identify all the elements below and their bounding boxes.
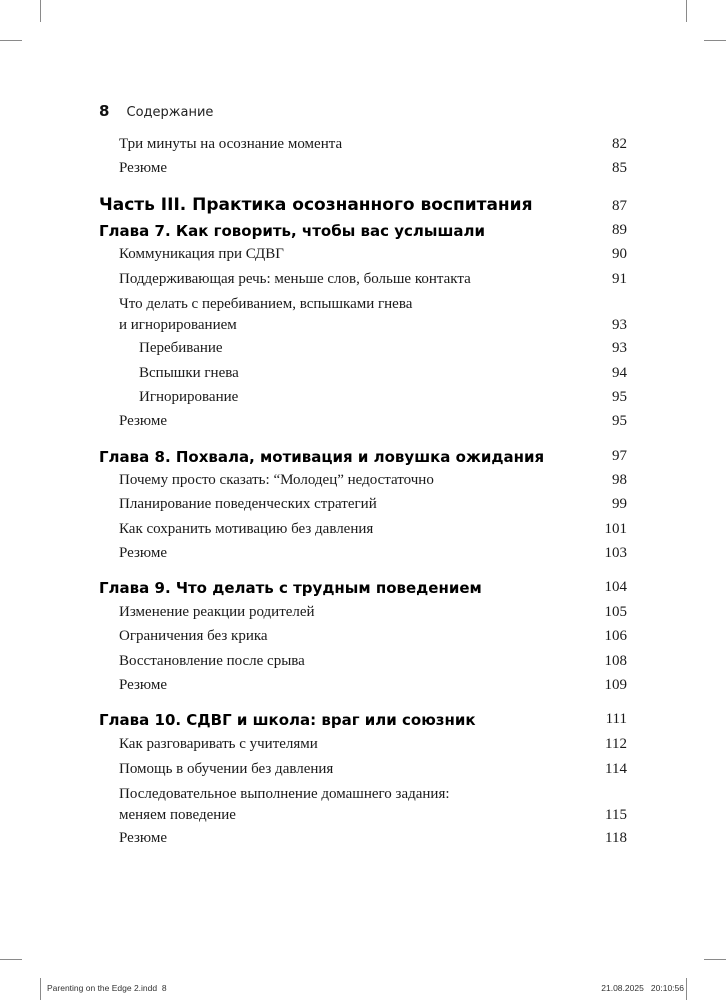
toc-page-number: 87 (612, 198, 627, 214)
toc-entry (119, 136, 627, 156)
toc-entry-title-line2: меняем поведение (119, 807, 236, 823)
toc-entry-title: Восстановление после срыва (119, 653, 305, 669)
toc-page-number: 118 (605, 830, 627, 846)
toc-page-number: 105 (604, 604, 627, 620)
toc-entry (119, 246, 627, 266)
toc-entry (119, 604, 627, 624)
toc-page-number: 82 (612, 136, 627, 152)
toc-entry-title: Изменение реакции родителей (119, 604, 315, 620)
toc-page-number: 101 (604, 521, 627, 537)
toc-entry (119, 830, 627, 850)
toc-page-number: 94 (612, 365, 627, 381)
toc-entry-multiline (119, 784, 627, 826)
toc-entry-multiline (119, 294, 627, 336)
toc-subentry (139, 340, 627, 360)
toc-page-number: 98 (612, 472, 627, 488)
toc-entry-title: Резюме (119, 413, 168, 429)
toc-page-number: 99 (612, 496, 627, 512)
toc-entry-title: Резюме (119, 677, 168, 693)
toc-page-number: 85 (612, 160, 627, 176)
section-title: Содержание (126, 105, 214, 120)
toc-entry-title: Планирование поведенческих стратегий (119, 496, 377, 512)
toc-page-number: 108 (604, 653, 627, 669)
toc-page-number: 112 (605, 736, 627, 752)
toc-entry-title: Помощь в обучении без давления (119, 761, 334, 777)
toc-entry (119, 736, 627, 756)
toc-entry-title: Как разговаривать с учителями (119, 736, 318, 752)
toc-page-number: 91 (612, 271, 627, 287)
toc-page-number: 106 (604, 628, 627, 644)
slug-page-number: 8 (161, 983, 167, 993)
toc-entry (119, 653, 627, 673)
toc-entry (119, 472, 627, 492)
toc-page-number: 104 (604, 579, 627, 595)
toc-chapter-title: Глава 10. СДВГ и школа: враг или союзник (99, 711, 476, 729)
toc-page-number: 111 (605, 711, 627, 727)
toc-chapter-heading (99, 222, 627, 240)
toc-page-number: 93 (612, 340, 627, 356)
toc-entry-title: Поддерживающая речь: меньше слов, больше контакта (119, 271, 471, 287)
toc-subentry (139, 365, 627, 385)
toc-chapter-heading (99, 711, 627, 729)
toc-page-number: 103 (604, 545, 627, 561)
toc-entry (119, 271, 627, 291)
slug-time: 20:10:56 (650, 983, 684, 993)
toc-page-number: 109 (604, 677, 627, 693)
slug-file-info (47, 983, 167, 993)
toc-page-number: 95 (612, 413, 627, 429)
toc-entry-title: Резюме (119, 160, 168, 176)
toc-page-number: 90 (612, 246, 627, 262)
toc-page-number: 93 (612, 317, 627, 333)
toc-subentry-title: Вспышки гнева (139, 365, 239, 381)
toc-entry (119, 761, 627, 781)
toc-entry (119, 521, 627, 541)
toc-page-number: 95 (612, 389, 627, 405)
toc-chapter-title: Глава 9. Что делать с трудным поведением (99, 579, 482, 597)
slug-date: 21.08.2025 (601, 983, 644, 993)
toc-chapter-heading (99, 448, 627, 466)
toc-entry (119, 160, 627, 180)
slug-file-name: Parenting on the Edge 2.indd (47, 983, 158, 993)
toc-chapter-heading (99, 579, 627, 597)
toc-entry (119, 628, 627, 648)
toc-subentry-title: Игнорирование (139, 389, 239, 405)
toc-part-title: Часть III. Практика осознанного воспитания (99, 195, 533, 215)
toc-entry-title: Резюме (119, 830, 168, 846)
toc-entry-title: Три минуты на осознание момента (119, 136, 343, 152)
toc-entry (119, 496, 627, 516)
toc-page-number: 115 (605, 807, 627, 823)
toc-entry-title: Резюме (119, 545, 168, 561)
toc-entry-title-line1: Последовательное выполнение домашнего задания: (119, 786, 450, 802)
toc-entry-title: Ограничения без крика (119, 628, 268, 644)
toc-entry-title-line1: Что делать с перебиванием, вспышками гнева (119, 296, 413, 312)
toc-entry-title: Как сохранить мотивацию без давления (119, 521, 374, 537)
toc-entry (119, 413, 627, 433)
toc-chapter-title: Глава 8. Похвала, мотивация и ловушка ожидания (99, 448, 545, 466)
toc-page-number: 89 (612, 222, 627, 238)
toc-subentry-title: Перебивание (139, 340, 223, 356)
toc-entry (119, 677, 627, 697)
slug-timestamp (601, 983, 684, 993)
toc-chapter-title: Глава 7. Как говорить, чтобы вас услышали (99, 222, 485, 240)
toc-subentry (139, 389, 627, 409)
toc-entry (119, 545, 627, 565)
toc-entry-title-line2: и игнорированием (119, 317, 237, 333)
toc-page-number: 97 (612, 448, 627, 464)
toc-part-heading (99, 195, 627, 215)
toc-page-number: 114 (605, 761, 627, 777)
toc-entry-title: Коммуникация при СДВГ (119, 246, 284, 262)
toc-entry-title: Почему просто сказать: “Молодец” недостаточно (119, 472, 434, 488)
page-number: 8 (99, 102, 110, 120)
